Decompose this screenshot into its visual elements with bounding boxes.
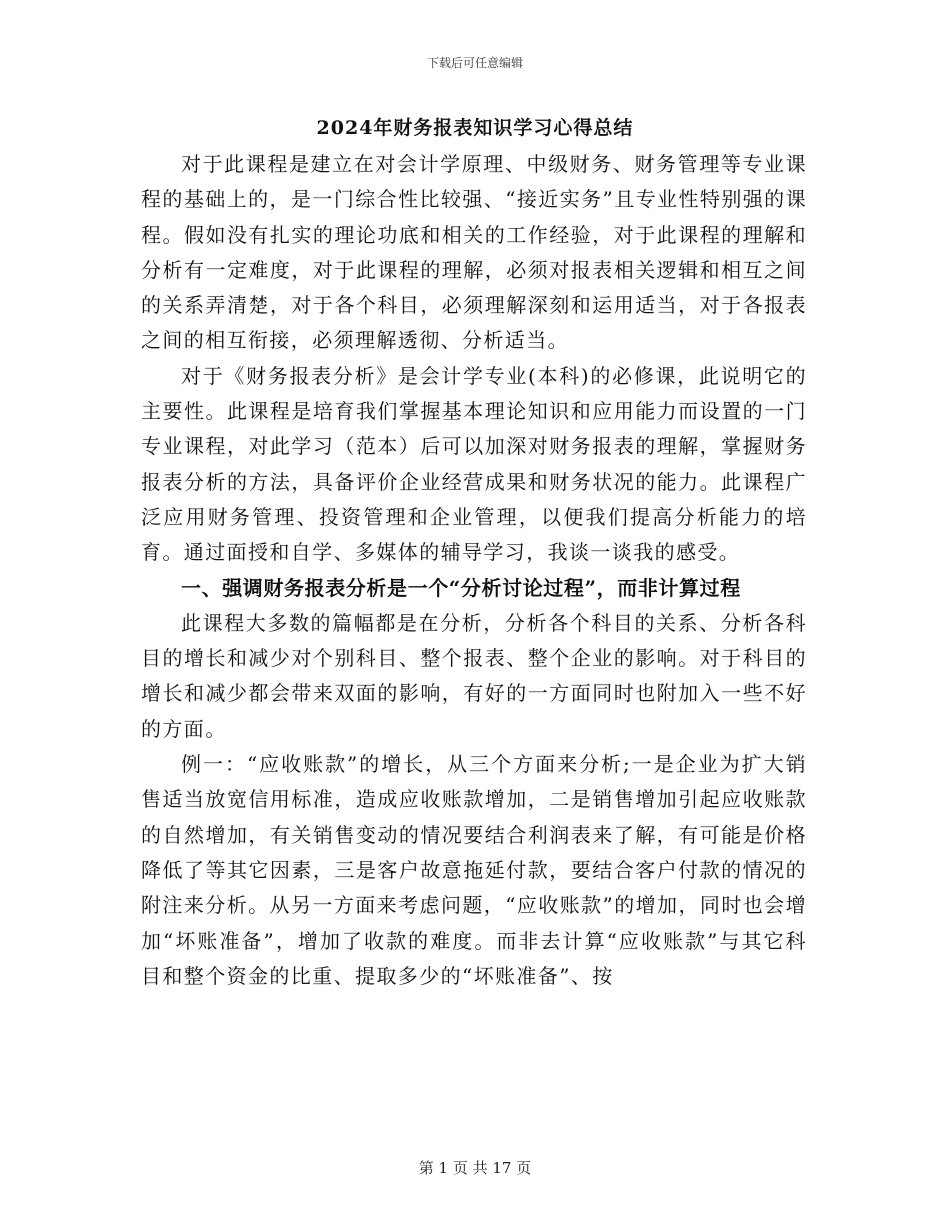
paragraph-example-1: 例一：“应收账款”的增长，从三个方面来分析;一是企业为扩大销售适当放宽信用标准，造成应收账款增加，二是销售增加引起应收账款的自然增加，有关销售变动的情况要结合利润表来了解，有可能是价格降低了等其它因素，三是客户故意拖延付款，要结合客户付款的情况的附注来分析。从另一方面来考虑问题，“应收账款”的增加，同时也会增加“坏账准备”，增加了收款的难度。而非去计算“应收账款”与其它科目和整个资金的比重、提取多少的“坏账准备”、按 (141, 752, 807, 988)
paragraph-intro: 对于此课程是建立在对会计学原理、中级财务、财务管理等专业课程的基础上的，是一门综合性比较强、“接近实务”且专业性特别强的课程。假如没有扎实的理论功底和相关的工作经验，对于此课程的理解和分析有一定难度，对于此课程的理解，必须对报表相关逻辑和相互之间的关系弄清楚，对于各个科目，必须理解深刻和运用适当，对于各报表之间的相互衔接，必须理解透彻、分析适当。 (141, 152, 807, 353)
page-number-footer: 第 1 页 共 17 页 (418, 1159, 532, 1177)
document-title: 2024年财务报表知识学习心得总结 (316, 117, 634, 139)
page-header-note: 下载后可任意编辑 (426, 56, 523, 70)
section-heading-1: 一、强调财务报表分析是一个“分析讨论过程”，而非计算过程 (181, 575, 741, 600)
paragraph-analysis: 此课程大多数的篇幅都是在分析，分析各个科目的关系、分析各科目的增长和减少对个别科目、整个报表、整个企业的影响。对于科目的增长和减少都会带来双面的影响，有好的一方面同时也附加入一些不好的方面。 (141, 610, 807, 741)
document-body (141, 147, 807, 994)
paragraph-course-importance: 对于《财务报表分析》是会计学专业(本科)的必修课，此说明它的主要性。此课程是培育我们掌握基本理论知识和应用能力而设置的一门专业课程，对此学习（范本）后可以加深对财务报表的理解，掌握财务报表分析的方法，具备评价企业经营成果和财务状况的能力。此课程广泛应用财务管理、投资管理和企业管理，以便我们提高分析能力的培育。通过面授和自学、多媒体的辅导学习，我谈一谈我的感受。 (141, 363, 807, 565)
